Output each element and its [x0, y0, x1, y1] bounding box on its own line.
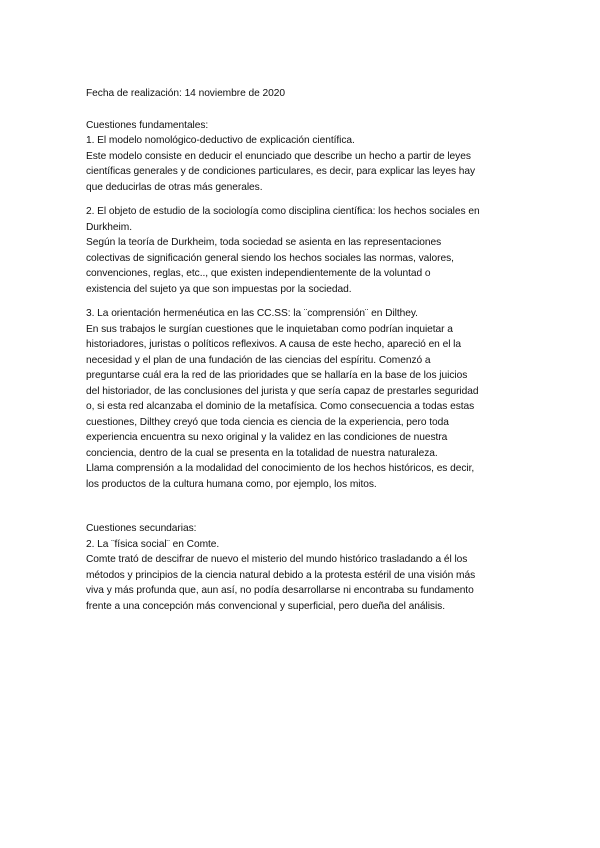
- document-content: [86, 86, 516, 614]
- paragraph-line: historiadores, juristas o políticos reflexivos. A causa de este hecho, apareció en el la: [86, 339, 462, 350]
- secondary-question-2: [86, 537, 516, 615]
- paragraph-line: conciencia, dentro de la cual se presenta en la totalidad de nuestra naturaleza.: [86, 447, 438, 459]
- paragraph-line: Según la teoría de Durkheim, toda sociedad se asienta en las representaciones: [86, 237, 442, 248]
- paragraph-line: En sus trabajos le surgían cuestiones que le inquietaban como podrían inquietar a: [86, 323, 453, 335]
- paragraph-line: preguntarse cuál era la red de las prioridades que se hallaría en la base de los juicios: [86, 370, 468, 381]
- paragraph-line: experiencia encuentra su nexo original y la validez en las condiciones de nuestra: [86, 432, 448, 443]
- question-3: [86, 306, 516, 492]
- question-title: 2. El objeto de estudio de la sociología como disciplina científica: los hechos sociales en: [86, 206, 480, 217]
- paragraph-line: Este modelo consiste en deducir el enunciado que describe un hecho a partir de leyes: [86, 150, 471, 162]
- paragraph-line: existencia del sujeto ya que son impuestas por la sociedad.: [86, 283, 352, 295]
- paragraph-line: métodos y principios de la ciencia natural debido a la protesta estéril de una visión más: [86, 569, 476, 581]
- paragraph-line: que deducirlas de otras más generales.: [86, 181, 263, 193]
- question-title: 1. El modelo nomológico-deductivo de explicación científica.: [86, 135, 355, 146]
- paragraph-line: del historiador, de las conclusiones del jurista y que sería capaz de prestarles seguridad: [86, 385, 479, 397]
- question-2: [86, 204, 516, 297]
- paragraph-line: convenciones, reglas, etc.., que existen independientemente de la voluntad o: [86, 268, 431, 279]
- paragraph-line: cuestiones, Dilthey creyó que toda ciencia es ciencia de la experiencia, pero toda: [86, 416, 449, 428]
- paragraph-line: viva y más profunda que, aun así, no podía desarrollarse ni encontraba su fundamento: [86, 585, 474, 596]
- paragraph-line: o, si esta red alcanzaba el dominio de la metafísica. Como consecuencia a todas estas: [86, 401, 475, 412]
- question-title: Durkheim.: [86, 221, 132, 233]
- question-title: 3. La orientación hermenéutica en las CC.SS: la ¨comprensión¨ en Dilthey.: [86, 308, 418, 319]
- secondary-section-heading: Cuestiones secundarias:: [86, 523, 197, 534]
- paragraph-line: frente a una concepción más convencional y superficial, pero dueña del análisis.: [86, 600, 446, 612]
- date-line: Fecha de realización: 14 noviembre de 2020: [86, 88, 285, 99]
- paragraph-line: Llama comprensión a la modalidad del conocimiento de los hechos históricos, es decir,: [86, 463, 475, 474]
- question-1: [86, 133, 516, 195]
- paragraph-line: Comte trató de descifrar de nuevo el misterio del mundo histórico trasladando a él los: [86, 554, 468, 565]
- paragraph-line: necesidad y el plan de una fundación de las ciencias del espíritu. Comenzó a: [86, 354, 431, 366]
- question-title: 2. La ¨física social¨ en Comte.: [86, 538, 220, 550]
- paragraph-line: colectivas de significación general siendo los hechos sociales las normas, valores,: [86, 252, 454, 264]
- paragraph-line: los productos de la cultura humana como, por ejemplo, los mitos.: [86, 478, 377, 490]
- paragraph-line: científicas generales y de condiciones particulares, es decir, para explicar las leyes hay: [86, 166, 476, 177]
- main-section-heading: Cuestiones fundamentales:: [86, 119, 209, 131]
